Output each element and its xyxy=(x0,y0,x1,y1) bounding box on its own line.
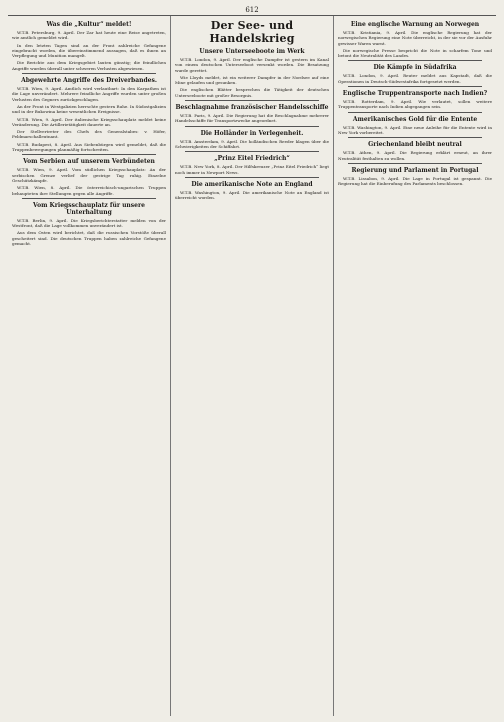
article-paragraph: Der Stellvertreter des Chefs des Generalstabes: v. Höfer, Feldmarschalleutnant. xyxy=(12,129,166,140)
article-title: Amerikanisches Gold für die Entente xyxy=(352,115,478,123)
article-paragraph: Aus dem Osten wird berichtet, daß die russischen Vorstöße überall gescheitert sind. Die deutschen Truppen haben zahlreiche Gefangene gemacht. xyxy=(12,230,166,247)
article-paragraph: W.T.B. Rotterdam, 9. April. Wie verlautet, sollen weitere Truppentransporte nach Indien abgegangen sein. xyxy=(338,99,492,110)
article-paragraph: An der Front in Westgalizien herrschte gestern Ruhe. In Südostgalizien und in der Bukowina keine wesentlichen Ereignisse. xyxy=(12,103,166,115)
article-paragraph: Die norwegische Presse bespricht die Note in scharfem Tone und betont die Neutralität des Landes. xyxy=(338,47,492,59)
article-title: Griechenland bleibt neutral xyxy=(368,141,462,149)
article-title: Abgewehrte Angriffe des Dreiverbandes. xyxy=(21,77,157,85)
article-paragraph: Die englischen Blätter besprechen die Tätigkeit der deutschen Unterseeboote mit großer Besorgnis. xyxy=(175,87,329,98)
article-title: Vom Serbien auf unserem Verbündeten xyxy=(23,158,155,166)
article-title: Unsere Unterseeboote im Werk xyxy=(199,48,305,55)
column-middle xyxy=(170,16,333,716)
article-paragraph: Wie Lloyds meldet, ist ein weiterer Dampfer in der Nordsee auf eine Mine gelaufen und gesunken. xyxy=(175,74,329,86)
columns xyxy=(8,15,496,716)
article-paragraph: W.T.B. Wien, 8. April. Die österreichisch-ungarischen Truppen behaupteten ihre Stellungen gegen alle Angriffe. xyxy=(12,185,166,196)
divider xyxy=(22,198,156,199)
article-paragraph: W.T.B. Berlin, 9. April. Die Kriegsberichterstatter melden von der Westfront, daß die Lage vollkommen unverändert ist. xyxy=(12,217,166,229)
article-paragraph: Die Berichte aus dem Kriegsgebiet lauten günstig; die feindlichen Angriffe wurden überall unter schweren Verlusten abgewiesen. xyxy=(12,60,166,71)
article-paragraph: W.T.B. London, 9. April. Der englische Dampfer ist gestern im Kanal von einem deutschen Unterseeboot versenkt worden. Die Besatzung wurde gerettet. xyxy=(175,57,329,73)
column-left xyxy=(8,16,170,716)
divider xyxy=(348,86,482,87)
article-title: Vom Kriegsschauplatz für unsere Unterhaltung xyxy=(33,201,145,216)
article-paragraph: W.T.B. Lissabon, 9. April. Die Lage in Portugal ist gespannt. Die Regierung hat die Einberufung des Parlaments beschlossen. xyxy=(338,175,492,187)
divider xyxy=(185,100,319,101)
article-paragraph: W.T.B. Washington, 9. April. Die amerikanische Note an England ist überreicht worden. xyxy=(175,189,329,201)
article-paragraph: W.T.B. Washington, 9. April. Eine neue Anleihe für die Entente wird in New York vorbereitet. xyxy=(338,124,492,135)
article-paragraph: W.T.B. New York, 8. April. Der Hilfskreuzer „Prinz Eitel Friedrich“ liegt noch immer in Newport News. xyxy=(175,164,329,175)
divider xyxy=(22,73,156,74)
article-title: Die amerikanische Note an England xyxy=(191,180,313,188)
article-title: Die Holländer in Verlegenheit. xyxy=(200,129,304,137)
article-paragraph: W.T.B. Budapest, 8. April. Aus Siebenbürgen wird gemeldet, daß die Truppenbewegungen planmäßig fortschreiten. xyxy=(12,141,166,153)
article-paragraph: W.T.B. Wien, 9. April. Amtlich wird verlautbart: In den Karpathen ist die Lage unverändert. Mehrere feindliche Angriffe wurden unter großen Verlusten des Gegners zurückgeschlagen. xyxy=(12,86,166,102)
article-title: Englische Truppentransporte nach Indien? xyxy=(342,90,488,98)
article-paragraph: W.T.B. Athen, 9. April. Die Regierung erklärt erneut, an ihrer Neutralität festhalten zu wollen. xyxy=(338,150,492,161)
article-title: Was die „Kultur“ meldet! xyxy=(46,21,132,28)
article-title: Die Kämpfe in Südafrika xyxy=(373,64,457,72)
article-paragraph: W.T.B. Wien, 9. April. Der italienische Kriegsschauplatz meldet keine Veränderung. Die Artillerietätigkeit dauerte an. xyxy=(12,116,166,127)
article-title: Beschlagnahme französischer Handelsschiffe xyxy=(175,104,329,112)
divider xyxy=(348,137,482,138)
article-paragraph: W.T.B. Amsterdam, 9. April. Die holländischen Reeder klagen über die Schwierigkeiten der Schiffahrt. xyxy=(175,138,329,149)
article-paragraph: W.T.B. Wien, 9. April. Vom südlichen Kriegsschauplatz: An der serbischen Grenze verlief der gestrige Tag ruhig. Einzelne Geschützkämpfe. xyxy=(12,167,166,183)
article-paragraph: In den letzten Tagen sind an der Front zahlreiche Gefangene eingebracht worden, die übereinstimmend aussagen, daß es ihnen an Verpflegung und Munition mangelt. xyxy=(12,42,166,59)
article-paragraph: W.T.B. Kristiania, 9. April. Die englische Regierung hat der norwegischen Regierung eine Note überreicht, in der sie vor der Ausfuhr gewisser Waren warnt. xyxy=(338,30,492,46)
article-title: Eine englische Warnung an Norwegen xyxy=(350,21,480,28)
divider xyxy=(22,154,156,155)
divider xyxy=(185,151,319,152)
divider xyxy=(348,163,482,164)
page-number: 612 xyxy=(245,6,259,14)
article-title: „Prinz Eitel Friedrich“ xyxy=(214,155,290,163)
article-paragraph: W.T.B. Paris, 9. April. Die Regierung hat die Beschlagnahme mehrerer Handelsschiffe für Transportzwecke angeordnet. xyxy=(175,113,329,124)
section-banner: Der See- und Handelskrieg xyxy=(209,19,295,45)
article-paragraph: W.T.B. London, 9. April. Reuter meldet aus Kapstadt, daß die Operationen in Deutsch-Südwestafrika fortgesetzt werden. xyxy=(338,73,492,84)
divider xyxy=(185,177,319,178)
article-paragraph: W.T.B. Petersburg, 9. April. Der Zar hat heute eine Reise angetreten, wie amtlich gemeldet wird. xyxy=(12,30,166,41)
divider xyxy=(348,60,482,61)
divider xyxy=(348,112,482,113)
divider xyxy=(185,126,319,127)
article-title: Regierung und Parlament in Portugal xyxy=(351,166,479,174)
column-right xyxy=(333,16,496,716)
